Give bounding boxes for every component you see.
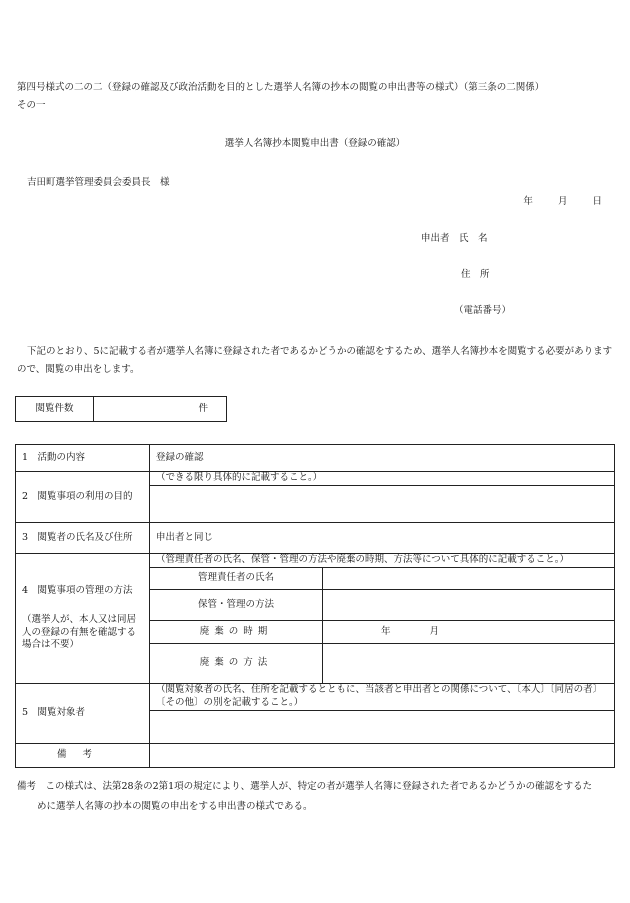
- management-sub-note: （選挙人が、本人又は同居人の登録の有無を確認する場合は不要）: [22, 613, 137, 651]
- purpose-note: （できる限り具体的に記載すること。）: [150, 472, 615, 486]
- application-table: [15, 444, 615, 768]
- viewer-value[interactable]: 申出者と同じ: [150, 523, 615, 554]
- date-year: 年: [523, 196, 533, 207]
- date-month: 月: [557, 196, 568, 207]
- remarks-field[interactable]: [150, 743, 615, 767]
- table-row-viewer: [16, 523, 615, 554]
- purpose-label: 2 閲覧事項の利用の目的: [16, 472, 150, 523]
- view-count-label: 閲覧件数: [16, 397, 94, 421]
- viewer-label: 3 閲覧者の氏名及び住所: [16, 523, 150, 554]
- footer-remarks-line2: めに選挙人名簿の抄本の閲覧の申出をする申出書の様式である。: [37, 801, 313, 812]
- date-line: [501, 196, 602, 209]
- manager-name-label: 管理責任者の氏名: [150, 568, 323, 590]
- purpose-field[interactable]: [150, 486, 615, 523]
- addressee: 吉田町選挙管理委員会委員長 様: [27, 177, 170, 188]
- intro-text: 下記のとおり、5に記載する者が選挙人名簿に登録された者であるかどうかの確認をするため、選挙人名簿抄本を閲覧する必要がありますので、閲覧の申出をします。: [17, 346, 613, 375]
- disposal-time-field[interactable]: [323, 621, 615, 644]
- view-count-unit: 件: [198, 402, 208, 414]
- target-field[interactable]: [150, 710, 615, 743]
- table-row-activity: [16, 445, 615, 472]
- table-row-purpose: [16, 472, 615, 486]
- table-row-remarks: [16, 743, 615, 767]
- management-label: 4 閲覧事項の管理の方法: [22, 584, 133, 596]
- disposal-month: 月: [429, 625, 440, 637]
- intro-paragraph: [17, 343, 615, 379]
- management-note: （管理責任者の氏名、保管・管理の方法や廃棄の時期、方法等について具体的に記載すること。）: [150, 554, 615, 568]
- management-label-cell: [16, 554, 150, 684]
- table-row-target-note: [16, 684, 615, 711]
- storage-method-label: 保管・管理の方法: [150, 590, 323, 621]
- disposal-method-label: 廃棄の方法: [150, 644, 323, 684]
- view-count-box: [15, 396, 227, 422]
- view-count-field[interactable]: [94, 397, 226, 421]
- applicant-name-label: 申出者 氏 名: [421, 233, 488, 244]
- manager-name-field[interactable]: [323, 568, 615, 590]
- disposal-time-label: 廃棄の時期: [150, 621, 323, 644]
- target-label: 5 閲覧対象者: [16, 684, 150, 744]
- activity-label: 1 活動の内容: [16, 445, 150, 472]
- target-note: （閲覧対象者の氏名、住所を記載するとともに、当該者と申出者との関係について、〔本人〕〔同居の者〕〔その他〕の別を記載すること。）: [150, 684, 615, 711]
- form-subtitle: その一: [17, 100, 46, 111]
- table-row-management-note: [16, 554, 615, 568]
- activity-value[interactable]: 登録の確認: [150, 445, 615, 472]
- disposal-year: 年: [381, 625, 391, 637]
- date-day: 日: [592, 196, 602, 207]
- footer-remarks: [17, 777, 615, 817]
- storage-method-field[interactable]: [323, 590, 615, 621]
- form-title: 第四号様式の二の二（登録の確認及び政治活動を目的とした選挙人名簿の抄本の閲覧の申出書等の様式）（第三条の二関係）: [17, 82, 545, 93]
- document-title: 選挙人名簿抄本閲覧申出書（登録の確認）: [224, 138, 406, 149]
- applicant-phone-label: （電話番号）: [454, 305, 512, 316]
- disposal-method-field[interactable]: [323, 644, 615, 684]
- footer-remarks-line1: 備考 この様式は、法第28条の2第1項の規定により、選挙人が、特定の者が選挙人名簿に登録された者であるかどうかの確認をするた: [17, 781, 593, 792]
- applicant-address-label: 住 所: [461, 269, 490, 280]
- remarks-label: 備考: [16, 743, 150, 767]
